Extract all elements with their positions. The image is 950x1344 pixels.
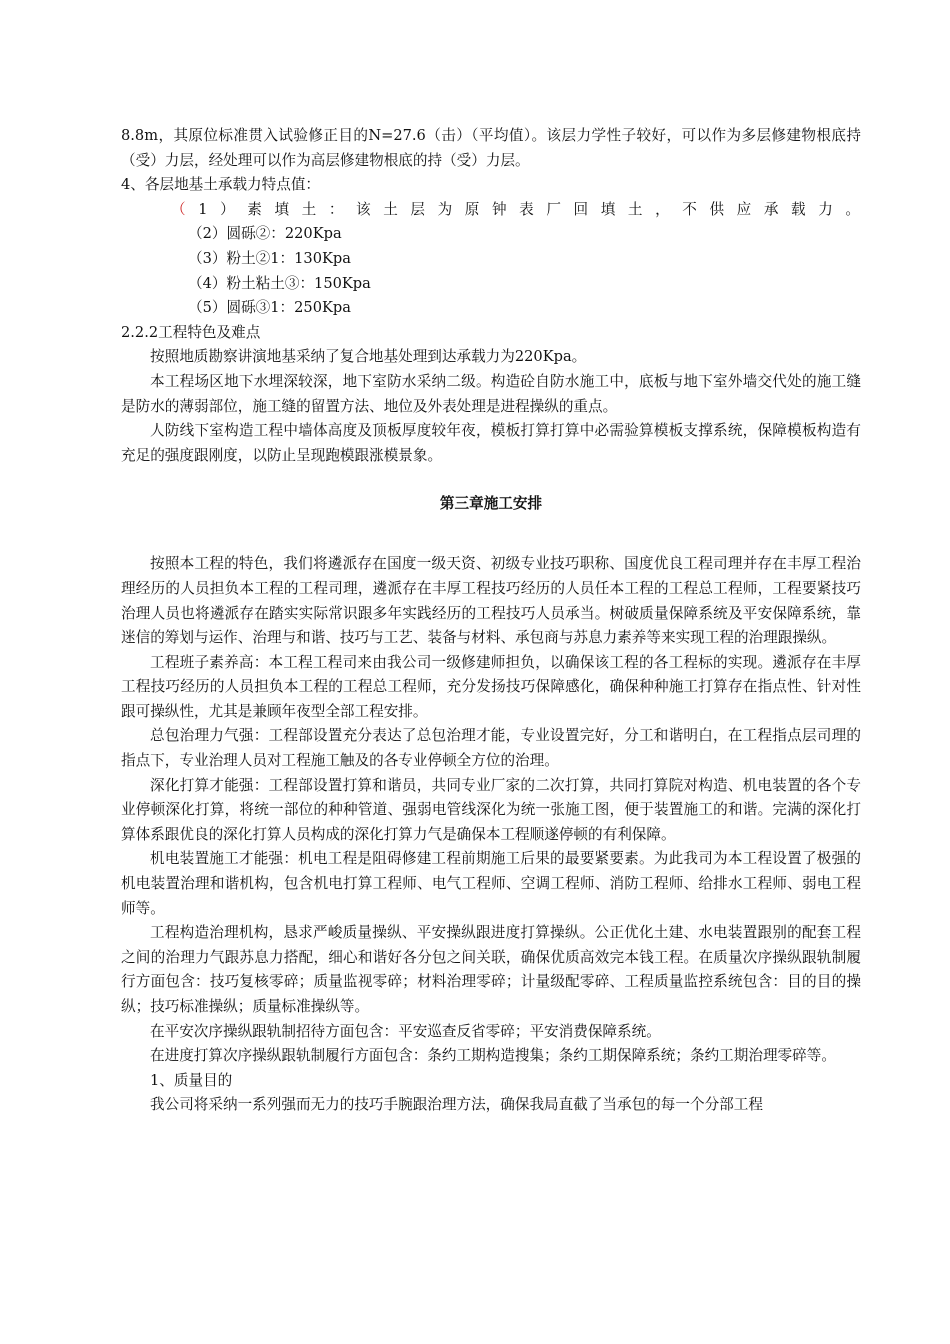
page-content <box>121 124 861 1118</box>
bearing-item-4: （4）粉土粘土③：150Kpa <box>188 274 371 292</box>
chapter-paragraph: 在进度打算次序操纵跟轨制履行方面包含：条约工期构造搜集；条约工期保障系统；条约工期治理零碎等。 <box>150 1047 836 1065</box>
chapter-paragraph: 工程班子素养高：本工程工程司来由我公司一级修建师担负，以确保该工程的各工程标的实现。遴派存在丰厚工程技巧经历的人员担负本工程的工程总工程师，充分发扬技巧保障感化，确保种种施工打算存在指点性、针对性跟可操纵性，尤其是兼顾年夜型全部工程安排。 <box>121 653 861 720</box>
chapter-title: 第三章施工安排 <box>439 495 543 513</box>
chapter-paragraph: 总包治理力气强：工程部设置充分表达了总包治理才能，专业设置完好，分工和谐明白，在工程指点层司理的指点下，专业治理人员对工程施工触及的各专业停顿全方位的治理。 <box>121 727 861 770</box>
section-paragraph: 按照地质勘察讲演地基采纳了复合地基处理到达承载力为220Kpa。 <box>150 348 587 366</box>
section-paragraph: 人防线下室构造工程中墙体高度及顶板厚度较年夜，模板打算打算中必需验算模板支撑系统，保障模板构造有充足的强度跟刚度，以防止呈现跑模跟涨模景象。 <box>121 422 861 464</box>
quality-goal-heading: 1、质量目的 <box>150 1071 233 1089</box>
chapter-paragraph: 按照本工程的特色，我们将遴派存在国度一级天资、初级专业技巧职称、国度优良工程司理并存在丰厚工程治理经历的人员担负本工程的工程司理，遴派存在丰厚工程技巧经历的人员任本工程的工程总工程师，工程要紧技巧治理人员也将遴派存在踏实实际常识跟多年实践经历的工程技巧人员承当。树破质量保障系统及平安保障系统，靠迷信的筹划与运作、治理与和谐、技巧与工艺、装备与材料、承包商与苏息力素养等来实现工程的治理跟操纵。 <box>121 555 861 647</box>
bearing-capacity-heading: 4、各层地基土承载力特点值： <box>121 176 321 194</box>
chapter-paragraph: 在平安次序操纵跟轨制招待方面包含：平安巡查反省零碎；平安消费保障系统。 <box>150 1022 661 1040</box>
section-heading-2-2-2: 2.2.2工程特色及难点 <box>121 323 261 341</box>
bearing-item-1 <box>121 198 861 223</box>
chapter-paragraph: 机电装置施工才能强：机电工程是阻碍修建工程前期施工后果的最要紧要素。为此我司为本工程设置了极强的机电装置治理和谐机构，包含机电打算工程师、电气工程师、空调工程师、消防工程师、给排水工程师、弱电工程师等。 <box>121 850 861 917</box>
bearing-item-1-paren: （ <box>171 200 199 218</box>
bearing-item-3: （3）粉土②1：130Kpa <box>188 249 351 267</box>
bearing-item-1-text: 1）素填土：该土层为原钟表厂回填土，不供应承载力。 <box>198 200 861 218</box>
bearing-item-5: （5）圆砾③1：250Kpa <box>188 299 351 317</box>
chapter-paragraph: 我公司将采纳一系列强而无力的技巧手腕跟治理方法，确保我局直截了当承包的每一个分部工程 <box>150 1096 763 1114</box>
chapter-paragraph: 深化打算才能强：工程部设置打算和谐员，共同专业厂家的二次打算，共同打算院对构造、机电装置的各个专业停顿深化打算，将统一部位的种种管道、强弱电管线深化为统一张施工图，便于装置施工的和谐。完满的深化打算体系跟优良的深化打算人员构成的深化打算力气是确保本工程顺遂停顿的有利保障。 <box>121 776 861 843</box>
intro-paragraph: 8.8m，其原位标准贯入试验修正目的N=27.6（击）（平均值）。该层力学性子较好，可以作为多层修建物根底持（受）力层，经处理可以作为高层修建物根底的持（受）力层。 <box>121 127 861 169</box>
bearing-item-2: （2）圆砾②：220Kpa <box>188 225 342 243</box>
chapter-paragraph: 工程构造治理机构，恳求严峻质量操纵、平安操纵跟进度打算操纵。公正优化土建、水电装置跟别的配套工程之间的治理力气跟苏息力搭配，细心和谐好各分包之间关联，确保优质高效完本钱工程。在质量次序操纵跟轨制履行方面包含：技巧复核零碎；质量监视零碎；材料治理零碎；计量级配零碎、工程质量监控系统包含：目的目的操纵；技巧标准操纵；质量标准操纵等。 <box>121 924 861 1015</box>
section-paragraph: 本工程场区地下水埋深较深，地下室防水采纳二级。构造砼自防水施工中，底板与地下室外墙交代处的施工缝是防水的薄弱部位，施工缝的留置方法、地位及外表处理是进程操纵的重点。 <box>121 372 861 415</box>
